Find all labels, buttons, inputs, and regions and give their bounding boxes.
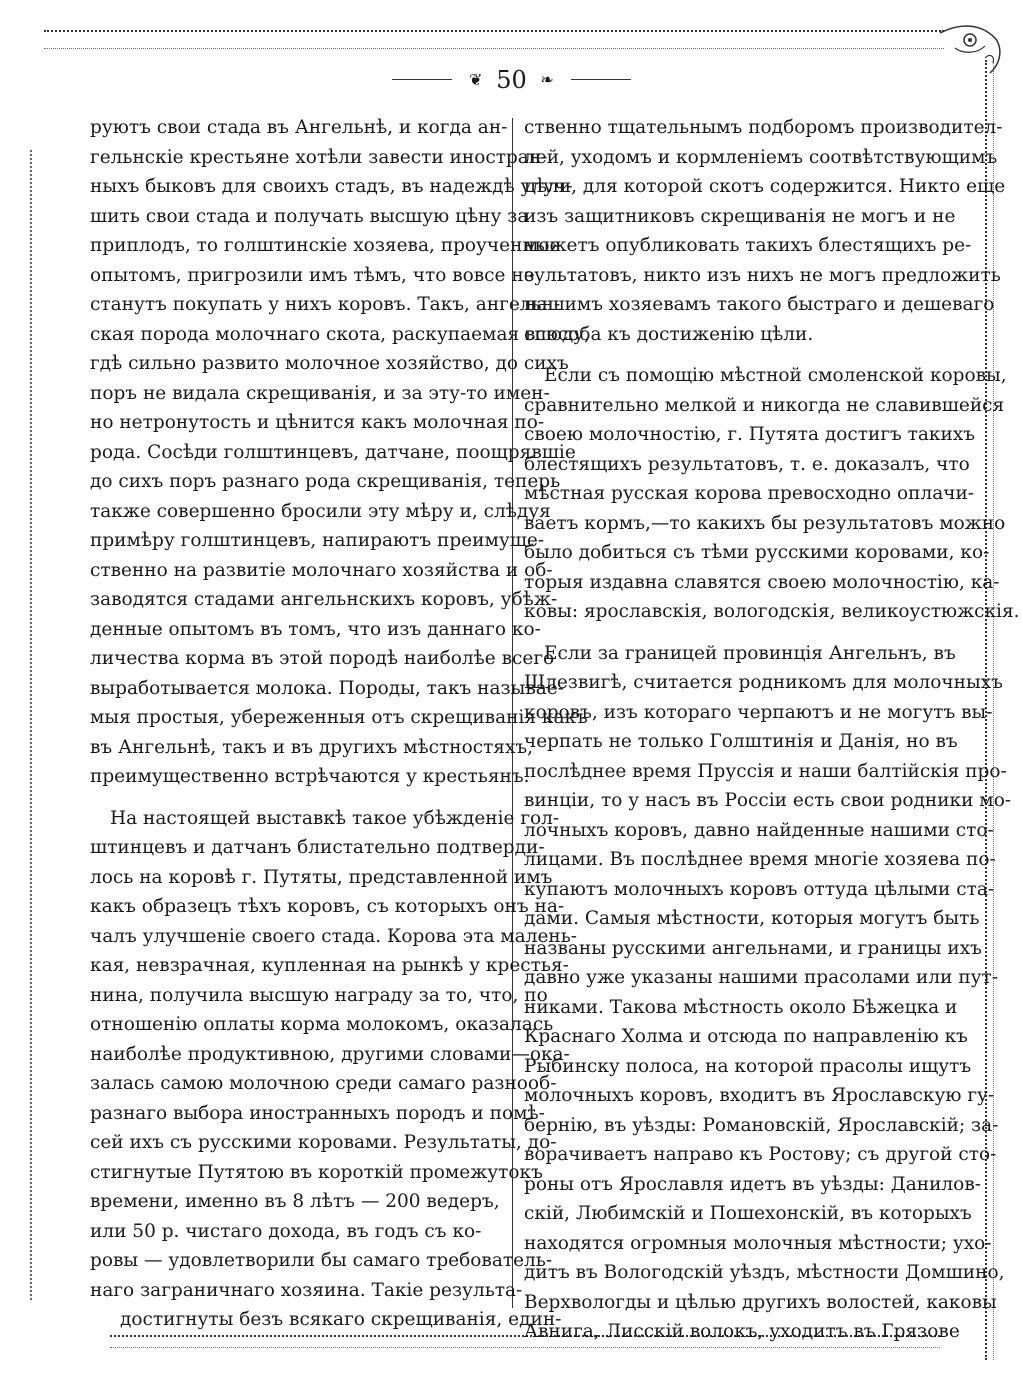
text-line: личества корма въ этой породѣ наиболѣе всего	[90, 648, 555, 669]
text-line: нашимъ хозяевамъ такого быстраго и дешеваго	[524, 294, 995, 315]
text-line: ровы — удовлетворили бы самаго требователь-	[90, 1250, 553, 1271]
text-line: названы русскими ангельнами, и границы ихъ	[524, 937, 982, 959]
text-line: лицами. Въ послѣднее время многіе хозяева по-	[524, 849, 996, 870]
text-line: опытомъ, пригрозили имъ тѣмъ, что вовсе не	[90, 264, 535, 286]
text-line: какъ образецъ тѣхъ коровъ, съ которыхъ онъ на-	[90, 896, 565, 917]
text-line: изъ защитниковъ скрещиванія не могъ и не	[524, 205, 956, 227]
text-line: черпать не только Голштинія и Данія, но въ	[524, 731, 958, 752]
text-line: времени, именно въ 8 лѣтъ — 200 ведеръ,	[90, 1191, 500, 1212]
text-line: заводятся стадами ангельнскихъ коровъ, убѣж-	[90, 589, 558, 610]
text-line: въ Ангельнѣ, такъ и въ другихъ мѣстностяхъ,	[90, 736, 534, 758]
text-line: рода. Сосѣди голштинцевъ, датчане, поощрявшіе	[90, 441, 576, 463]
text-line: Рыбинску полоса, на которой прасолы ищутъ	[524, 1055, 972, 1077]
right-text-column	[524, 113, 1020, 1347]
text-line: На настоящей выставкѣ такое убѣжденіе гол-	[110, 807, 560, 829]
text-line: зультатовъ, никто изъ нихъ не могъ предложить	[524, 264, 1001, 286]
text-line: гельнскіе крестьяне хотѣли завести иностран-	[90, 146, 548, 168]
text-line: винціи, то у насъ въ Россіи есть свои родники мо-	[524, 790, 1012, 811]
header-left-rule	[392, 79, 452, 80]
text-line: кая, невзрачная, купленная на рынкѣ у крестья-	[90, 955, 569, 976]
text-line: ская порода молочнаго скота, раскупаемая всюду,	[90, 323, 591, 345]
text-line: также совершенно бросили эту мѣру и, слѣдуя	[90, 500, 551, 522]
paragraph-gap	[90, 792, 510, 804]
text-line: сей ихъ съ русскими коровами. Результаты, до-	[90, 1132, 557, 1153]
text-line: станутъ покупать у нихъ коровъ. Такъ, ангельн-	[90, 294, 561, 315]
text-line: было добиться съ тѣми русскими коровами, ко-	[524, 542, 990, 563]
text-line: или 50 р. чистаго дохода, въ годъ съ ко-	[90, 1220, 482, 1242]
text-line: ковы: ярославскія, вологодскія, великоустюжскія.	[524, 601, 1020, 622]
text-line: коровъ, изъ котораго черпаютъ и не могутъ вы-	[524, 701, 993, 723]
text-line: но нетронутость и цѣнится какъ молочная по-	[90, 412, 545, 433]
text-line: залась самою молочною среди самаго разнооб-	[90, 1073, 557, 1094]
text-line: чалъ улучшеніе своего стада. Корова эта малень-	[90, 925, 578, 947]
text-line: до сихъ поръ разнаго рода скрещиванія, теперь	[90, 471, 561, 492]
text-line: достигнуты безъ всякаго скрещиванія, един-	[120, 1309, 562, 1330]
text-line: поръ не видала скрещиванія, и за эту-то имен-	[90, 382, 550, 404]
page-header	[0, 64, 1023, 94]
text-line: примѣру голштинцевъ, напираютъ преимуще-	[90, 530, 545, 551]
text-line: можетъ опубликовать такихъ блестящихъ ре-	[524, 235, 972, 256]
text-line: своею молочностію, г. Путята достигъ такихъ	[524, 424, 976, 445]
text-line: сравнительно мелкой и никогда не славившейся	[524, 394, 1005, 416]
text-line: лось на коровѣ г. Путяты, представленной имъ	[90, 866, 553, 888]
text-line: находятся огромныя молочныя мѣстности; ухо-	[524, 1232, 992, 1254]
text-line: наиболѣе продуктивною, другими словами—ока-	[90, 1043, 570, 1065]
text-line: Если съ помощію мѣстной смоленской коровы,	[544, 365, 1007, 386]
paragraph-gap	[524, 627, 964, 639]
text-line: мѣстная русская корова превосходно оплачи-	[524, 483, 975, 504]
text-line: гдѣ сильно развито молочное хозяйство, до сихъ	[90, 353, 569, 374]
text-line: разнаго выбора иностранныхъ породъ и помѣ-	[90, 1102, 545, 1124]
left-text-column	[90, 113, 591, 1335]
text-line: бернію, въ уѣзды: Романовскій, Ярославскій; за-	[524, 1114, 999, 1136]
text-line: преимущественно встрѣчаются у крестьянъ.	[90, 766, 530, 787]
text-line: скій, Любимскій и Пошехонскій, въ которыхъ	[524, 1203, 972, 1224]
text-line: дами. Самыя мѣстности, которыя могутъ быть	[524, 908, 980, 929]
text-line: шить свои стада и получать высшую цѣну за	[90, 205, 529, 227]
text-line: Шлезвигѣ, считается родникомъ для молочныхъ	[524, 672, 1003, 693]
text-line: выработывается молока. Породы, такъ называе-	[90, 677, 564, 699]
text-line: дитъ въ Вологодскій уѣздъ, мѣстности Домшино,	[524, 1262, 1005, 1283]
text-line: молочныхъ коровъ, входитъ въ Ярославскую гу-	[524, 1085, 995, 1106]
text-line: Краснаго Холма и отсюда по направленію къ	[524, 1026, 968, 1047]
header-right-ornament: ❧	[540, 70, 554, 89]
text-line: ныхъ быковъ для своихъ стадъ, въ надеждѣ улуч-	[90, 176, 573, 197]
text-line: мыя простыя, убереженныя отъ скрещиванія какъ	[90, 707, 588, 728]
text-line: Авнига, Лисскій волокъ, уходитъ въ Грязове	[524, 1321, 960, 1342]
text-line: приплодъ, то голштинскіе хозяева, проученные	[90, 235, 561, 256]
text-line: наго заграничнаго хозяина. Такіе результа-	[90, 1279, 523, 1301]
text-line: Если за границей провинція Ангельнъ, въ	[544, 642, 956, 664]
text-line: денные опытомъ въ томъ, что изъ даннаго ко-	[90, 618, 541, 640]
text-line: лочныхъ коровъ, давно найденные нашими сто-	[524, 819, 994, 841]
text-line: цѣли, для которой скотъ содержится. Никто еще	[524, 176, 1006, 197]
header-right-rule	[571, 79, 631, 80]
top-ornamental-border	[44, 30, 944, 49]
text-line: Верхвологды и цѣлью другихъ волостей, каковы	[524, 1291, 997, 1313]
text-line: ственно на развитіе молочнаго хозяйства и об-	[90, 559, 553, 581]
text-line: ваетъ кормъ,—то какихъ бы результатовъ можно	[524, 512, 1006, 534]
text-line: давно уже указаны нашими прасолами или пут-	[524, 967, 999, 988]
text-line: роны отъ Ярославля идетъ въ уѣзды: Данилов-	[524, 1173, 981, 1195]
text-line: нина, получила высшую награду за то, что, по	[90, 984, 548, 1006]
text-line: штинцевъ и датчанъ блистательно подтверди-	[90, 837, 545, 858]
text-line: блестящихъ результатовъ, т. е. доказалъ, что	[524, 453, 970, 475]
text-line: ственно тщательнымъ подборомъ производител-	[524, 117, 1003, 138]
text-line: отношенію оплаты корма молокомъ, оказалась	[90, 1014, 554, 1035]
text-line: никами. Такова мѣстность около Бѣжецка и	[524, 996, 958, 1018]
text-line: способа къ достиженію цѣли.	[524, 323, 814, 345]
text-line: послѣднее время Пруссія и наши балтійскія про-	[524, 760, 1007, 782]
text-line: торыя издавна славятся своею молочностію, ка-	[524, 571, 1000, 593]
text-line: купаютъ молочныхъ коровъ оттуда цѣлыми ста-	[524, 878, 995, 900]
left-ornamental-border	[30, 150, 36, 1300]
paragraph-gap	[524, 349, 964, 361]
page-number: 50	[496, 65, 527, 94]
text-line: стигнутые Путятою въ короткій промежутокъ	[90, 1161, 543, 1183]
header-left-ornament: ❦	[469, 70, 483, 89]
text-line: лей, уходомъ и кормленіемъ соотвѣтствующимъ	[524, 146, 998, 168]
text-line: руютъ свои стада въ Ангельнѣ, и когда ан-	[90, 117, 508, 138]
text-line: ворачиваетъ направо къ Ростову; съ другой сто-	[524, 1144, 997, 1165]
